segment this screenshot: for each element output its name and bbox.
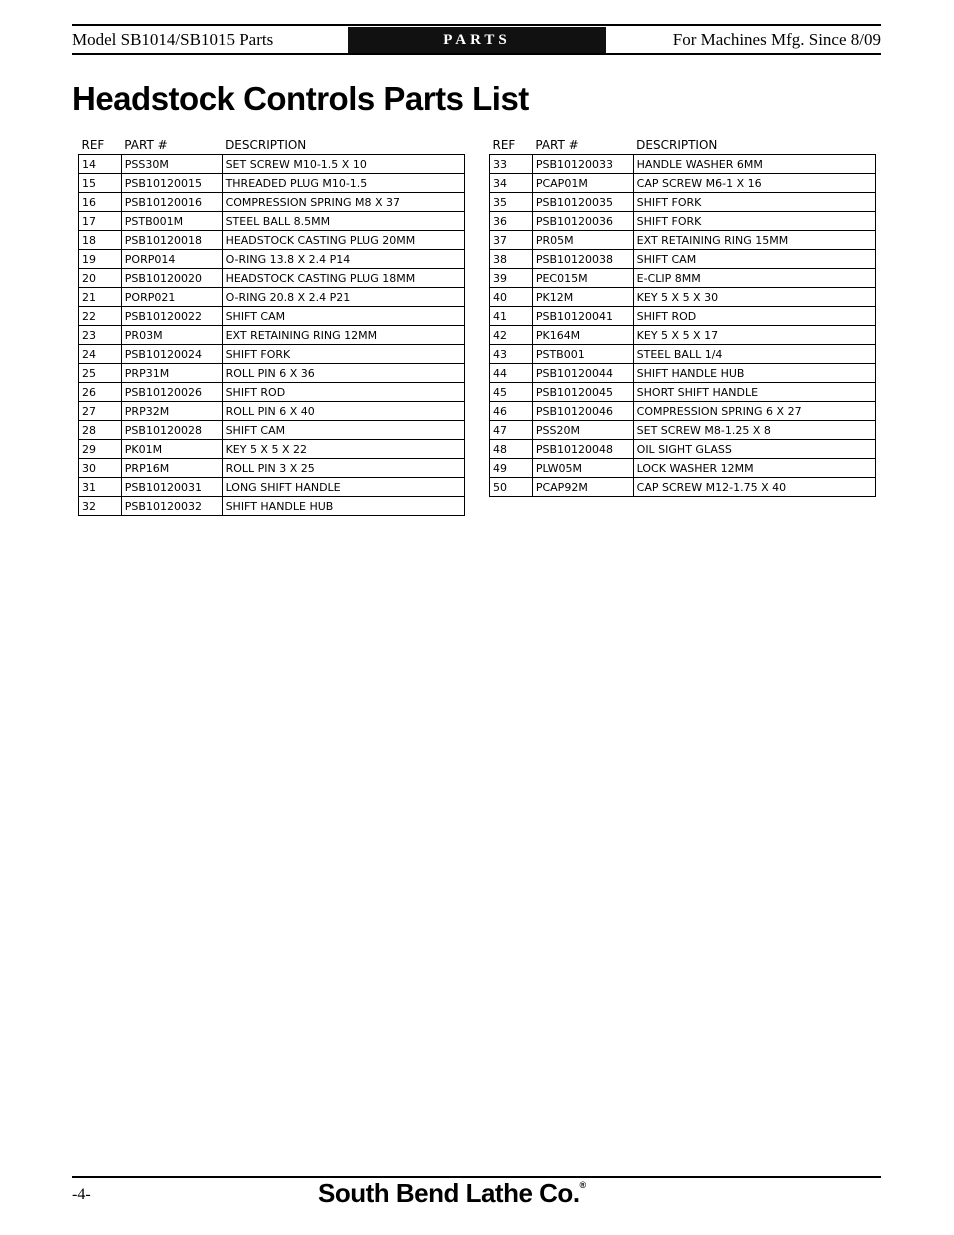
cell-description: SHIFT CAM — [633, 250, 875, 269]
cell-ref: 29 — [79, 440, 122, 459]
cell-description: ROLL PIN 6 X 40 — [222, 402, 464, 421]
cell-description: STEEL BALL 1/4 — [633, 345, 875, 364]
table-row — [79, 231, 465, 250]
parts-table-left-body — [79, 155, 465, 516]
cell-ref: 24 — [79, 345, 122, 364]
cell-description: SHIFT HANDLE HUB — [633, 364, 875, 383]
cell-part-number: PSB10120046 — [532, 402, 633, 421]
cell-description: SHIFT CAM — [222, 307, 464, 326]
cell-part-number: PSB10120016 — [121, 193, 222, 212]
cell-description: O-RING 13.8 X 2.4 P14 — [222, 250, 464, 269]
column-header-ref: REF — [492, 138, 516, 152]
cell-part-number: PSS30M — [121, 155, 222, 174]
cell-part-number: PCAP01M — [532, 174, 633, 193]
parts-table-right-body — [490, 155, 876, 497]
cell-ref: 34 — [490, 174, 533, 193]
cell-description: SET SCREW M10-1.5 X 10 — [222, 155, 464, 174]
table-row — [490, 307, 876, 326]
cell-part-number: PK12M — [532, 288, 633, 307]
table-row — [490, 478, 876, 497]
cell-part-number: PSB10120045 — [532, 383, 633, 402]
table-header-row — [490, 133, 876, 155]
cell-ref: 22 — [79, 307, 122, 326]
cell-description: SHIFT HANDLE HUB — [222, 497, 464, 516]
table-row — [79, 364, 465, 383]
cell-description: HEADSTOCK CASTING PLUG 18MM — [222, 269, 464, 288]
cell-ref: 20 — [79, 269, 122, 288]
header-bottom-rule — [72, 53, 881, 55]
cell-part-number: PSB10120024 — [121, 345, 222, 364]
cell-part-number: PSB10120020 — [121, 269, 222, 288]
table-row — [79, 459, 465, 478]
cell-ref: 45 — [490, 383, 533, 402]
table-row — [79, 440, 465, 459]
cell-ref: 27 — [79, 402, 122, 421]
cell-ref: 21 — [79, 288, 122, 307]
cell-description: CAP SCREW M12-1.75 X 40 — [633, 478, 875, 497]
cell-part-number: PRP31M — [121, 364, 222, 383]
cell-ref: 33 — [490, 155, 533, 174]
cell-part-number: PR05M — [532, 231, 633, 250]
company-name: South Bend Lathe Co. — [318, 1178, 580, 1208]
cell-description: ROLL PIN 3 X 25 — [222, 459, 464, 478]
table-row — [490, 155, 876, 174]
cell-ref: 17 — [79, 212, 122, 231]
cell-ref: 37 — [490, 231, 533, 250]
cell-ref: 40 — [490, 288, 533, 307]
table-row — [79, 212, 465, 231]
table-row — [490, 421, 876, 440]
cell-description: SHIFT ROD — [222, 383, 464, 402]
cell-ref: 28 — [79, 421, 122, 440]
cell-description: STEEL BALL 8.5MM — [222, 212, 464, 231]
cell-part-number: PR03M — [121, 326, 222, 345]
cell-description: KEY 5 X 5 X 22 — [222, 440, 464, 459]
cell-description: THREADED PLUG M10-1.5 — [222, 174, 464, 193]
table-row — [79, 383, 465, 402]
cell-description: COMPRESSION SPRING M8 X 37 — [222, 193, 464, 212]
table-row — [490, 288, 876, 307]
cell-ref: 30 — [79, 459, 122, 478]
table-row — [490, 326, 876, 345]
header-top-rule — [72, 24, 881, 26]
table-row — [490, 212, 876, 231]
column-header-part: PART # — [535, 138, 579, 152]
registered-mark: ® — [579, 1180, 586, 1190]
cell-ref: 15 — [79, 174, 122, 193]
header-section: PARTS — [348, 27, 606, 53]
table-row — [79, 402, 465, 421]
cell-part-number: PSB10120033 — [532, 155, 633, 174]
cell-ref: 39 — [490, 269, 533, 288]
table-row — [79, 155, 465, 174]
table-row — [490, 345, 876, 364]
cell-ref: 42 — [490, 326, 533, 345]
cell-part-number: PSB10120035 — [532, 193, 633, 212]
cell-ref: 31 — [79, 478, 122, 497]
cell-description: EXT RETAINING RING 15MM — [633, 231, 875, 250]
cell-part-number: PSB10120028 — [121, 421, 222, 440]
table-row — [79, 497, 465, 516]
column-header-description: DESCRIPTION — [225, 138, 307, 152]
cell-ref: 46 — [490, 402, 533, 421]
cell-description: LONG SHIFT HANDLE — [222, 478, 464, 497]
cell-part-number: PSB10120026 — [121, 383, 222, 402]
table-row — [490, 250, 876, 269]
cell-description: LOCK WASHER 12MM — [633, 459, 875, 478]
cell-description: EXT RETAINING RING 12MM — [222, 326, 464, 345]
table-header-row — [79, 133, 465, 155]
cell-part-number: PK164M — [532, 326, 633, 345]
cell-part-number: PORP014 — [121, 250, 222, 269]
cell-description: OIL SIGHT GLASS — [633, 440, 875, 459]
cell-part-number: PLW05M — [532, 459, 633, 478]
table-row — [79, 345, 465, 364]
cell-description: CAP SCREW M6-1 X 16 — [633, 174, 875, 193]
cell-ref: 44 — [490, 364, 533, 383]
cell-part-number: PSB10120036 — [532, 212, 633, 231]
cell-ref: 26 — [79, 383, 122, 402]
cell-ref: 38 — [490, 250, 533, 269]
column-header-description: DESCRIPTION — [636, 138, 718, 152]
cell-part-number: PSB10120041 — [532, 307, 633, 326]
parts-table-right — [489, 133, 876, 497]
cell-description: COMPRESSION SPRING 6 X 27 — [633, 402, 875, 421]
table-row — [79, 421, 465, 440]
cell-description: ROLL PIN 6 X 36 — [222, 364, 464, 383]
table-row — [490, 193, 876, 212]
parts-table-left — [78, 133, 465, 516]
cell-ref: 41 — [490, 307, 533, 326]
cell-description: SHIFT CAM — [222, 421, 464, 440]
table-row — [79, 307, 465, 326]
cell-part-number: PCAP92M — [532, 478, 633, 497]
table-row — [490, 231, 876, 250]
cell-ref: 16 — [79, 193, 122, 212]
cell-part-number: PSB10120022 — [121, 307, 222, 326]
page-header — [72, 27, 881, 53]
cell-part-number: PSTB001 — [532, 345, 633, 364]
cell-ref: 35 — [490, 193, 533, 212]
table-row — [79, 269, 465, 288]
table-row — [79, 326, 465, 345]
cell-ref: 14 — [79, 155, 122, 174]
cell-description: E-CLIP 8MM — [633, 269, 875, 288]
cell-description: KEY 5 X 5 X 17 — [633, 326, 875, 345]
cell-ref: 50 — [490, 478, 533, 497]
column-header-ref: REF — [81, 138, 105, 152]
table-row — [490, 269, 876, 288]
table-row — [490, 402, 876, 421]
cell-description: KEY 5 X 5 X 30 — [633, 288, 875, 307]
company-logo — [318, 1178, 586, 1209]
table-row — [490, 364, 876, 383]
cell-description: SHIFT FORK — [633, 212, 875, 231]
cell-part-number: PK01M — [121, 440, 222, 459]
cell-part-number: PSB10120018 — [121, 231, 222, 250]
cell-description: SHORT SHIFT HANDLE — [633, 383, 875, 402]
table-row — [490, 174, 876, 193]
table-row — [79, 193, 465, 212]
cell-ref: 36 — [490, 212, 533, 231]
cell-ref: 48 — [490, 440, 533, 459]
cell-part-number: PORP021 — [121, 288, 222, 307]
cell-ref: 47 — [490, 421, 533, 440]
header-since: For Machines Mfg. Since 8/09 — [672, 30, 881, 49]
table-row — [79, 288, 465, 307]
page-number: -4- — [72, 1186, 91, 1203]
cell-part-number: PSB10120048 — [532, 440, 633, 459]
cell-ref: 32 — [79, 497, 122, 516]
cell-part-number: PSB10120031 — [121, 478, 222, 497]
cell-part-number: PSB10120044 — [532, 364, 633, 383]
cell-part-number: PRP32M — [121, 402, 222, 421]
header-model: Model SB1014/SB1015 Parts — [72, 30, 274, 49]
cell-description: SHIFT FORK — [222, 345, 464, 364]
table-row — [490, 459, 876, 478]
cell-part-number: PSS20M — [532, 421, 633, 440]
column-header-part: PART # — [124, 138, 168, 152]
cell-description: SHIFT FORK — [633, 193, 875, 212]
cell-ref: 23 — [79, 326, 122, 345]
cell-part-number: PSB10120015 — [121, 174, 222, 193]
cell-part-number: PSTB001M — [121, 212, 222, 231]
cell-part-number: PSB10120032 — [121, 497, 222, 516]
cell-part-number: PSB10120038 — [532, 250, 633, 269]
cell-ref: 19 — [79, 250, 122, 269]
cell-ref: 25 — [79, 364, 122, 383]
cell-description: O-RING 20.8 X 2.4 P21 — [222, 288, 464, 307]
table-row — [79, 250, 465, 269]
cell-part-number: PRP16M — [121, 459, 222, 478]
table-row — [490, 383, 876, 402]
table-row — [79, 174, 465, 193]
cell-ref: 43 — [490, 345, 533, 364]
cell-ref: 49 — [490, 459, 533, 478]
cell-part-number: PEC015M — [532, 269, 633, 288]
cell-description: SHIFT ROD — [633, 307, 875, 326]
cell-description: HANDLE WASHER 6MM — [633, 155, 875, 174]
cell-ref: 18 — [79, 231, 122, 250]
table-row — [79, 478, 465, 497]
cell-description: SET SCREW M8-1.25 X 8 — [633, 421, 875, 440]
table-row — [490, 440, 876, 459]
page-title: Headstock Controls Parts List — [72, 80, 529, 117]
cell-description: HEADSTOCK CASTING PLUG 20MM — [222, 231, 464, 250]
